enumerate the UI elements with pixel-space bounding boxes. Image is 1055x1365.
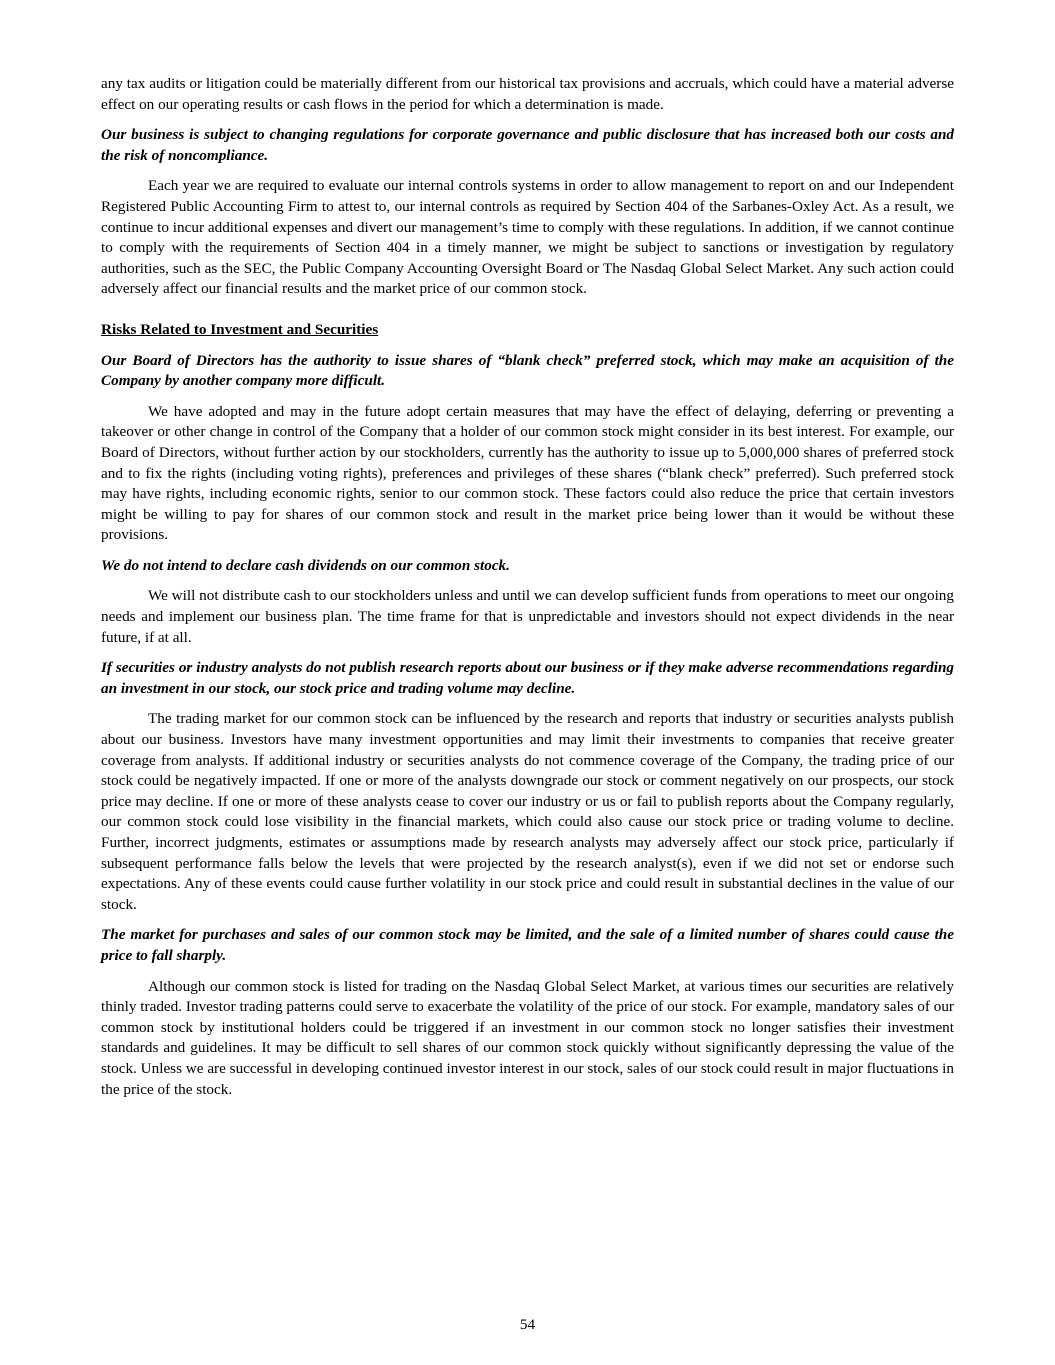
paragraph-dividends: We will not distribute cash to our stockholders unless and until we can develop sufficient funds from operations to meet our ongoing needs and implement our business plan. The time frame for that is unpredictable and investors should not expect dividends in the near future, if at all. — [101, 587, 954, 646]
risk-heading-governance: Our business is subject to changing regulations for corporate governance and public disclosure that has increased both our costs and the risk of noncompliance. — [101, 126, 954, 164]
paragraph-analysts: The trading market for our common stock can be influenced by the research and reports that industry or securities analysts publish about our business. Investors have many investment opportunities and may limit their investments to companies that receive greater coverage from analysts. If additional industry or securities analysts do not commence coverage of the Company, the trading price of our stock could be negatively impacted. If one or more of the analysts downgrade our stock or comment negatively on our prospects, our stock price may decline. If one or more of these analysts cease to cover our industry or us or fail to publish reports about the Company regularly, our common stock could lose visibility in the financial markets, which could also cause our stock price or trading volume to decline. Further, incorrect judgments, estimates or assumptions made by research analysts may adversely affect our stock price, particularly if subsequent performance falls below the levels that were projected by the research analyst(s), even if we did not set or endorse such expectations. Any of these events could cause further volatility in our stock price and could result in substantial declines in the value of our stock. — [101, 710, 954, 913]
paragraph-continuation: any tax audits or litigation could be materially different from our historical tax provisions and accruals, which could have a material adverse effect on our operating results or cash flows in the period for which a determination is made. — [101, 75, 954, 113]
paragraph-limited-market: Although our common stock is listed for trading on the Nasdaq Global Select Market, at various times our securities are relatively thinly traded. Investor trading patterns could serve to exacerbate the volatility of the price of our stock. For example, mandatory sales of our common stock by institutional holders could be triggered if an investment in our common stock no longer satisfies their investment standards and guidelines. It may be difficult to sell shares of our common stock quickly without significantly depressing the value of the stock. Unless we are successful in developing continued investor interest in our stock, sales of our stock could result in major fluctuations in the price of the stock. — [101, 977, 954, 1098]
risk-heading-analysts: If securities or industry analysts do not publish research reports about our business or if they make adverse recommendations regarding an investment in our stock, our stock price and trading volume may decline. — [101, 659, 954, 697]
paragraph-governance: Each year we are required to evaluate our internal controls systems in order to allow management to report on and our Independent Registered Public Accounting Firm to attest to, our internal controls as required by Section 404 of the Sarbanes-Oxley Act. As a result, we continue to incur additional expenses and divert our management’s time to comply with these regulations. In addition, if we cannot continue to comply with the requirements of Section 404 in a timely manner, we might be subject to sanctions or investigation by regulatory authorities, such as the SEC, the Public Company Accounting Oversight Board or The Nasdaq Global Select Market. Any such action could adversely affect our financial results and the market price of our common stock. — [101, 177, 954, 298]
risk-heading-limited-market: The market for purchases and sales of our common stock may be limited, and the sale of a limited number of shares could cause the price to fall sharply. — [101, 926, 954, 964]
section-title-investment-securities: Risks Related to Investment and Securities — [101, 320, 379, 338]
page-number: 54 — [519, 1316, 536, 1333]
document-body — [101, 74, 954, 1100]
risk-heading-dividends: We do not intend to declare cash dividends on our common stock. — [101, 556, 510, 574]
paragraph-blank-check: We have adopted and may in the future adopt certain measures that may have the effect of delaying, deferring or preventing a takeover or other change in control of the Company that a holder of our common stock might consider in its best interest. For example, our Board of Directors, without further action by our stockholders, currently has the authority to issue up to 5,000,000 shares of preferred stock and to fix the rights (including voting rights), preferences and privileges of these shares (“blank check” preferred). Such preferred stock may have rights, including economic rights, senior to our common stock. These factors could also reduce the price that certain investors might be willing to pay for shares of our common stock and result in the market price being lower than it would be without these provisions. — [101, 402, 954, 544]
risk-heading-blank-check: Our Board of Directors has the authority to issue shares of “blank check” preferred stock, which may make an acquisition of the Company by another company more difficult. — [101, 351, 954, 390]
